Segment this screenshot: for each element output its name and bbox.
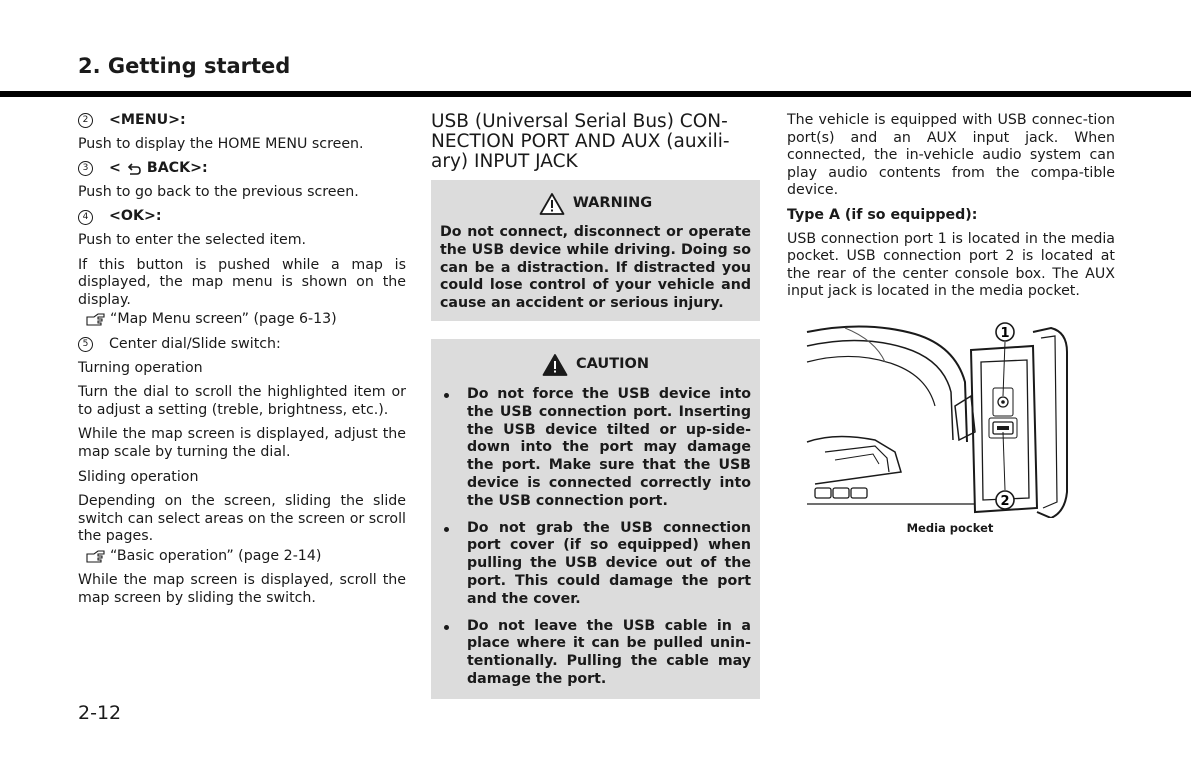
right-column	[787, 112, 1115, 537]
usb-section-title: USB (Universal Serial Bus) CON-NECTION PORT AND AUX (auxili-ary) INPUT JACK	[431, 111, 730, 172]
left-column	[78, 112, 406, 615]
caution-heading	[440, 353, 751, 377]
center-dial-item-heading	[78, 336, 406, 354]
caution-bullet-text: Do not leave the USB cable in a place where it can be pulled unin-tentionally. Pulling the cable may damage the port.	[467, 617, 751, 687]
map-menu-reference	[86, 311, 406, 329]
turning-operation-text-2: While the map screen is displayed, adjust the map scale by turning the dial.	[78, 426, 406, 460]
basic-operation-reference	[86, 548, 406, 566]
reference-pointer-icon	[86, 550, 106, 564]
back-item-heading	[78, 160, 406, 178]
back-description: Push to go back to the previous screen.	[78, 183, 359, 200]
reference-pointer-icon	[86, 313, 106, 327]
media-pocket-illustration	[805, 322, 1095, 518]
item-number-2: 2	[78, 113, 93, 128]
warning-triangle-icon	[539, 192, 565, 216]
caution-list	[440, 386, 751, 689]
header-divider	[0, 91, 1191, 97]
menu-item-heading	[78, 112, 406, 130]
page-number: 2-12	[78, 702, 122, 724]
bullet-dot	[444, 527, 449, 532]
bullet-dot	[444, 393, 449, 398]
caution-bullet-text: Do not force the USB device into the USB connection port. Inserting the USB device tilted or up-side-down into the port may damage the port. Make sure that the USB device is connected correctly into the USB connection port.	[467, 385, 751, 509]
caution-box	[431, 339, 760, 699]
caution-bullet	[440, 618, 751, 689]
back-label-suffix: BACK>:	[146, 160, 208, 177]
caution-title: CAUTION	[576, 356, 649, 373]
type-a-subheading: Type A (if so equipped):	[787, 206, 978, 223]
item-number-4: 4	[78, 210, 93, 225]
sliding-operation-subheading: Sliding operation	[78, 468, 199, 485]
callout-1-label: 1	[1000, 325, 1010, 341]
figure-caption: Media pocket	[906, 520, 994, 535]
item-number-3: 3	[78, 161, 93, 176]
page-header-title: 2. Getting started	[78, 54, 291, 78]
back-arrow-icon	[127, 163, 141, 175]
basic-operation-reference-text: “Basic operation” (page 2-14)	[110, 547, 322, 564]
ok-item-heading	[78, 208, 406, 226]
warning-title: WARNING	[572, 195, 653, 212]
middle-column	[431, 112, 760, 717]
ok-label: <OK>:	[109, 208, 162, 225]
ok-description-2: If this button is pushed while a map is displayed, the map menu is shown on the display.	[78, 256, 406, 308]
item-number-5: 5	[78, 337, 93, 352]
turning-operation-subheading: Turning operation	[78, 359, 203, 376]
center-dial-label: Center dial/Slide switch:	[109, 335, 281, 352]
back-label-prefix: <	[109, 160, 121, 177]
usb-intro-text: The vehicle is equipped with USB connec-tion port(s) and an AUX input jack. When connected, the in-vehicle audio system can play audio contents from the compa-tible device.	[787, 112, 1115, 199]
bullet-dot	[444, 625, 449, 630]
caution-bullet	[440, 386, 751, 511]
caution-bullet	[440, 520, 751, 609]
menu-description: Push to display the HOME MENU screen.	[78, 135, 364, 152]
warning-box	[431, 180, 760, 321]
warning-heading	[440, 192, 751, 216]
callout-2-label: 2	[1000, 493, 1010, 509]
sliding-operation-text: Depending on the screen, sliding the slide switch can select areas on the screen or scroll the pages.	[78, 493, 406, 545]
map-menu-reference-text: “Map Menu screen” (page 6-13)	[110, 311, 337, 328]
menu-label: <MENU>:	[109, 112, 186, 128]
turning-operation-text-1: Turn the dial to scroll the highlighted item or to adjust a setting (treble, brightness, etc.).	[78, 384, 406, 418]
warning-text: Do not connect, disconnect or operate the USB device while driving. Doing so can be a distraction. If distracted you could lose control of your vehicle and cause an accident or serious injury.	[440, 224, 751, 312]
sliding-operation-map-text: While the map screen is displayed, scroll the map screen by sliding the switch.	[78, 572, 406, 607]
ok-description-1: Push to enter the selected item.	[78, 231, 307, 248]
caution-bullet-text: Do not grab the USB connection port cover (if so equipped) when pulling the USB device out of the port. This could damage the port and the cover.	[467, 519, 751, 607]
caution-triangle-icon	[542, 353, 568, 377]
type-a-description: USB connection port 1 is located in the media pocket. USB connection port 2 is located at the rear of the center console box. The AUX input jack is located in the media pocket.	[787, 230, 1115, 300]
